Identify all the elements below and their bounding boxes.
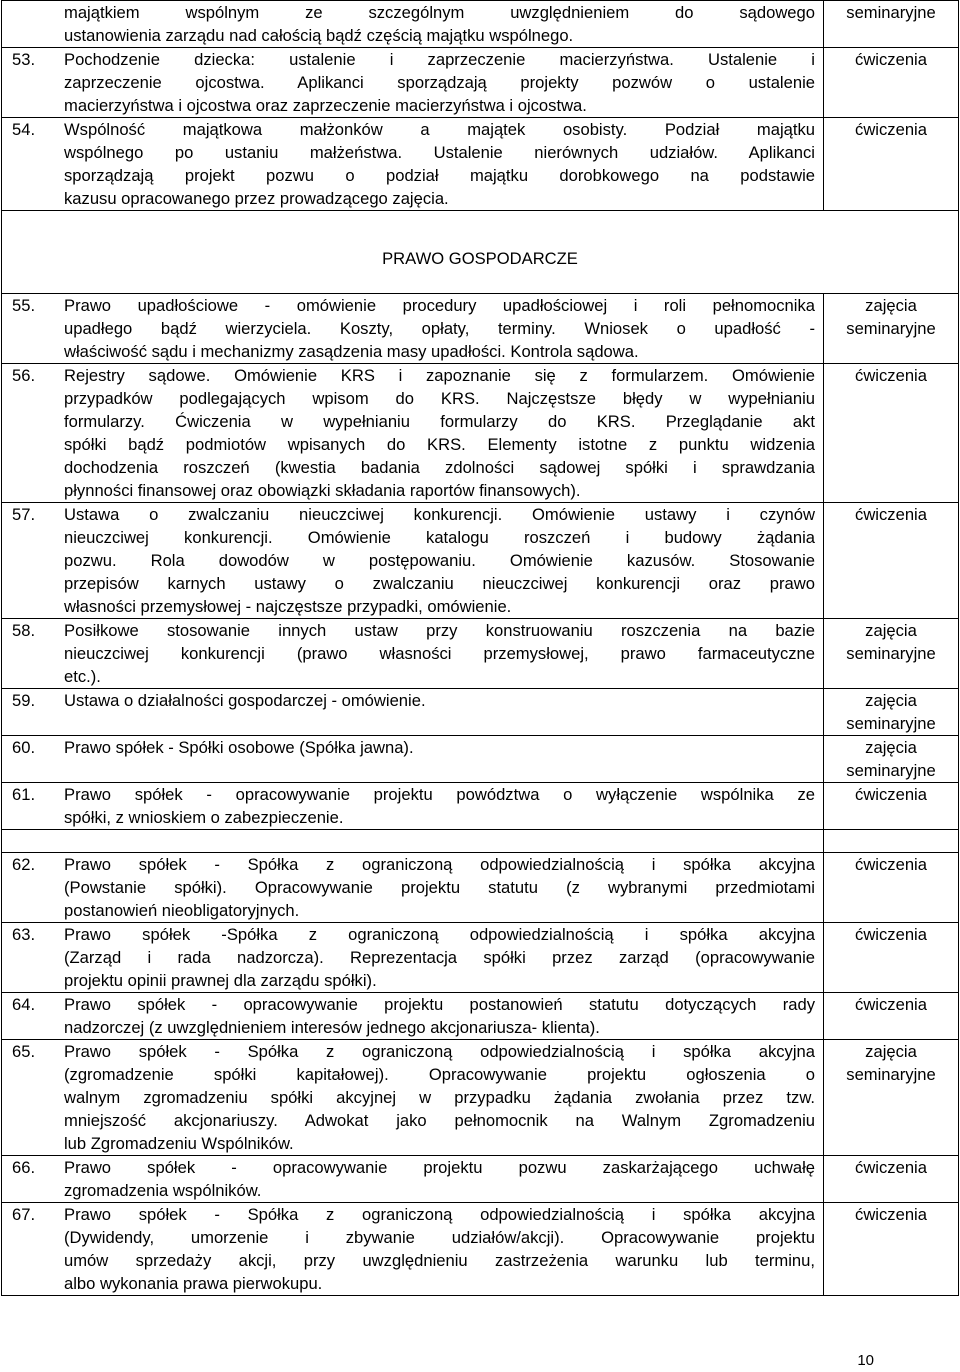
topic-line: Ustawa o działalności gospodarczej - omówienie. [64, 691, 426, 710]
topic-wrapper [12, 853, 815, 922]
topic-line: Prawo spółek - opracowywanie projektu pozwu zaskarżającego uchwałę [64, 1158, 815, 1177]
form-cell [824, 1040, 959, 1156]
topic-line: Posiłkowe stosowanie innych ustaw przy konstruowaniu roszczenia na bazie [64, 621, 815, 640]
form-cell [824, 619, 959, 689]
table-row [2, 619, 959, 689]
topic-number: 61. [12, 785, 36, 804]
topic-line: (Dywidendy, umorzenie i zbywanie udziałów/akcji). Opracowywanie projektu [64, 1228, 815, 1247]
form-cell [824, 923, 959, 993]
table-row [2, 294, 959, 364]
topic-text [64, 294, 815, 363]
topic-line: nieuczciwej konkurencji (prawo własności przemysłowej, prawo farmaceutyczne [64, 644, 815, 663]
topic-cell [2, 503, 824, 619]
topic-text [64, 118, 815, 210]
table-row [2, 1040, 959, 1156]
topic-line: albo wykonania prawa pierwokupu. [64, 1274, 323, 1293]
topic-number: 58. [12, 621, 36, 640]
topic-number: 66. [12, 1158, 36, 1177]
spacer-row [2, 830, 959, 853]
topic-line: umów sprzedaży akcji, przy uwzględnieniu zastrzeżenia warunku lub terminu, [64, 1251, 815, 1270]
topic-text [64, 1156, 815, 1202]
class-form-label: zajęcia [865, 691, 917, 710]
topic-line: upadłego bądź wierzyciela. Koszty, opłaty, terminy. Wniosek o upadłość - [64, 319, 815, 338]
topic-cell [2, 853, 824, 923]
topic-cell [2, 993, 824, 1040]
topic-line: Prawo spółek - Spółka z ograniczoną odpowiedzialnością i spółka akcyjna [64, 855, 815, 874]
topic-cell [2, 294, 824, 364]
topic-text [64, 503, 815, 618]
topic-text [64, 689, 815, 712]
class-form-label: ćwiczenia [855, 505, 927, 524]
class-form-label: seminaryjne [846, 714, 936, 733]
topic-number: 67. [12, 1205, 36, 1224]
form-cell [824, 783, 959, 830]
topic-text [64, 364, 815, 502]
topic-line: walnym zgromadzeniu spółki akcyjnej w przypadku żądania zwołania przez tzw. [64, 1088, 815, 1107]
topic-line: mniejszość akcjonariuszy. Adwokat jako pełnomocnik na Walnym Zgromadzeniu [64, 1111, 815, 1130]
table-body-top [2, 1, 959, 211]
topic-line: nadzorczej (z uwzględnieniem interesów jednego akcjonariusza- klienta). [64, 1018, 600, 1037]
form-cell [824, 294, 959, 364]
topic-number: 54. [12, 120, 36, 139]
topic-line: przypadków podlegających wpisom do KRS. Najczęstsze błędy w wypełnianiu [64, 389, 815, 408]
topic-line: płynności finansowej oraz obowiązki składania raportów finansowych). [64, 481, 581, 500]
topic-line: (Zarząd i rada nadzorcza). Reprezentacja spółki przez zarząd (opracowywanie [64, 948, 815, 967]
topic-cell [2, 364, 824, 503]
topic-line: projektu opinii prawnej dla zarządu spółki). [64, 971, 377, 990]
topic-cell [2, 736, 824, 783]
topic-number: 53. [12, 50, 36, 69]
topic-line: właściwość sądu i mechanizmy zasądzenia masy upadłości. Kontrola sądowa. [64, 342, 639, 361]
topic-number: 59. [12, 691, 36, 710]
table-row [2, 1, 959, 48]
topic-line: Prawo spółek - Spółki osobowe (Spółka jawna). [64, 738, 414, 757]
topic-line: spółki bądź podmiotów wpisanych do KRS. Elementy istotne z punktu widzenia [64, 435, 815, 454]
spacer-cell [2, 830, 824, 853]
table-row [2, 736, 959, 783]
topic-cell [2, 1040, 824, 1156]
topic-wrapper [12, 1040, 815, 1155]
section-title: PRAWO GOSPODARCZE [2, 211, 959, 294]
section-header-row [2, 211, 959, 294]
class-form-label: ćwiczenia [855, 785, 927, 804]
topic-line: Prawo spółek - opracowywanie projektu powództwa o wyłączenie wspólnika ze [64, 785, 815, 804]
topic-text [64, 783, 815, 829]
topic-text [64, 619, 815, 688]
topic-line: Ustawa o zwalczaniu nieuczciwej konkurencji. Omówienie ustawy i czynów [64, 505, 815, 524]
topic-line: Rejestry sądowe. Omówienie KRS i zapoznanie się z formularzem. Omówienie [64, 366, 815, 385]
class-form-label: seminaryjne [846, 3, 936, 22]
topic-wrapper [12, 1203, 815, 1295]
topic-line: Prawo spółek - opracowywanie projektu postanowień statutu dotyczących rady [64, 995, 815, 1014]
form-cell [824, 1, 959, 48]
class-form-label: ćwiczenia [855, 1205, 927, 1224]
topic-line: kazusu opracowanego przez prowadzącego zajęcia. [64, 189, 449, 208]
topic-line: sporządzają projekt pozwu o podział majątku dorobkowego na podstawie [64, 166, 815, 185]
table-row [2, 48, 959, 118]
topic-line: postanowień nieobligatoryjnych. [64, 901, 300, 920]
class-form-label: seminaryjne [846, 319, 936, 338]
topic-line: Prawo spółek -Spółka z ograniczoną odpowiedzialnością i spółka akcyjna [64, 925, 815, 944]
form-cell [824, 993, 959, 1040]
topic-wrapper [12, 619, 815, 688]
topic-wrapper [12, 923, 815, 992]
topic-number: 60. [12, 738, 36, 757]
topic-line: zaprzeczenie ojcostwa. Aplikanci sporządzają projekty pozwów o ustalenie [64, 73, 815, 92]
topic-cell [2, 619, 824, 689]
class-form-label: ćwiczenia [855, 995, 927, 1014]
topic-cell [2, 1203, 824, 1296]
form-cell [824, 118, 959, 211]
topic-text [64, 48, 815, 117]
topic-cell [2, 689, 824, 736]
topic-line: formularzy. Ćwiczenia w wypełnianiu formularzy do KRS. Przeglądanie akt [64, 412, 815, 431]
topic-line: Prawo upadłościowe - omówienie procedury upadłościowej i roli pełnomocnika [64, 296, 815, 315]
topic-text [64, 853, 815, 922]
form-cell [824, 689, 959, 736]
class-form-label: ćwiczenia [855, 855, 927, 874]
topic-wrapper [12, 993, 815, 1039]
table-row [2, 1156, 959, 1203]
table-row [2, 503, 959, 619]
form-cell [824, 503, 959, 619]
class-form-label: seminaryjne [846, 644, 936, 663]
class-form-label: zajęcia [865, 621, 917, 640]
topic-cell [2, 48, 824, 118]
topic-wrapper [12, 364, 815, 502]
form-cell [824, 1156, 959, 1203]
topic-cell [2, 118, 824, 211]
topic-cell [2, 1, 824, 48]
class-form-label: zajęcia [865, 1042, 917, 1061]
topic-wrapper [12, 689, 815, 712]
topic-line: zgromadzenia wspólników. [64, 1181, 262, 1200]
class-form-label: ćwiczenia [855, 1158, 927, 1177]
topic-wrapper [12, 1, 815, 47]
topic-number: 65. [12, 1042, 36, 1061]
topic-text [64, 923, 815, 992]
topic-line: etc.). [64, 667, 101, 686]
topic-number: 63. [12, 925, 36, 944]
topic-text [64, 1040, 815, 1155]
class-form-label: ćwiczenia [855, 120, 927, 139]
topic-line: dochodzenia roszczeń (kwestia badania zdolności sądowej spółki i sprawdzania [64, 458, 815, 477]
class-form-label: seminaryjne [846, 761, 936, 780]
class-form-label: ćwiczenia [855, 50, 927, 69]
table-row [2, 118, 959, 211]
section-header [2, 211, 959, 294]
topic-line: pozwu. Rola dowodów w postępowaniu. Omówienie kazusów. Stosowanie [64, 551, 815, 570]
topic-number [12, 1, 64, 47]
topic-cell [2, 1156, 824, 1203]
topic-wrapper [12, 118, 815, 210]
topic-wrapper [12, 503, 815, 618]
topic-wrapper [12, 1156, 815, 1202]
topic-line: ustanowienia zarządu nad całością bądź częścią majątku wspólnego. [64, 26, 574, 45]
class-form-label: ćwiczenia [855, 925, 927, 944]
table-row [2, 783, 959, 830]
topic-line: nieuczciwej konkurencji. Omówienie katalogu roszczeń i budowy żądania [64, 528, 815, 547]
form-cell [824, 48, 959, 118]
topic-wrapper [12, 736, 815, 759]
topic-text [64, 1, 815, 47]
topic-line: macierzyństwa i ojcostwa oraz zaprzeczenie macierzyństwa i ojcostwa. [64, 96, 587, 115]
page-number: 10 [857, 1352, 874, 1369]
topic-number: 64. [12, 995, 36, 1014]
topic-line: przepisów karnych ustawy o zwalczaniu nieuczciwej konkurencji oraz prawo [64, 574, 815, 593]
table-row [2, 1203, 959, 1296]
form-cell [824, 1203, 959, 1296]
form-cell [824, 853, 959, 923]
topic-line: (zgromadzenie spółki kapitałowej). Opracowywanie projektu ogłoszenia o [64, 1065, 815, 1084]
spacer-cell [824, 830, 959, 853]
topic-line: Pochodzenie dziecka: ustalenie i zaprzeczenie macierzyństwa. Ustalenie i [64, 50, 815, 69]
topic-line: lub Zgromadzeniu Wspólników. [64, 1134, 294, 1153]
topic-number: 57. [12, 505, 36, 524]
topic-line: (Powstanie spółki). Opracowywanie projektu statutu (z wybranymi przedmiotami [64, 878, 815, 897]
class-form-label: zajęcia [865, 738, 917, 757]
topic-line: własności przemysłowej - najczęstsze przypadki, omówienie. [64, 597, 512, 616]
topic-text [64, 993, 815, 1039]
topic-text [64, 1203, 815, 1295]
table-row [2, 689, 959, 736]
topic-wrapper [12, 48, 815, 117]
topic-line: Wspólność majątkowa małżonków a majątek osobisty. Podział majątku [64, 120, 815, 139]
form-cell [824, 736, 959, 783]
class-form-label: seminaryjne [846, 1065, 936, 1084]
syllabus-table [1, 0, 959, 1296]
table-row [2, 364, 959, 503]
topic-line: Prawo spółek - Spółka z ograniczoną odpowiedzialnością i spółka akcyjna [64, 1042, 815, 1061]
table-body-main [2, 294, 959, 1296]
class-form-label: ćwiczenia [855, 366, 927, 385]
topic-number: 55. [12, 296, 36, 315]
topic-wrapper [12, 783, 815, 829]
table-row [2, 923, 959, 993]
topic-line: majątkiem wspólnym ze szczególnym uwzględnieniem do sądowego [64, 3, 815, 22]
table-row [2, 993, 959, 1040]
topic-text [64, 736, 815, 759]
topic-line: Prawo spółek - Spółka z ograniczoną odpowiedzialnością i spółka akcyjna [64, 1205, 815, 1224]
topic-cell [2, 923, 824, 993]
topic-wrapper [12, 294, 815, 363]
table-row [2, 853, 959, 923]
form-cell [824, 364, 959, 503]
class-form-label: zajęcia [865, 296, 917, 315]
topic-number: 62. [12, 855, 36, 874]
topic-line: spółki, z wnioskiem o zabezpieczenie. [64, 808, 344, 827]
topic-number: 56. [12, 366, 36, 385]
topic-cell [2, 783, 824, 830]
topic-line: wspólnego po ustaniu małżeństwa. Ustalenie nierównych udziałów. Aplikanci [64, 143, 815, 162]
